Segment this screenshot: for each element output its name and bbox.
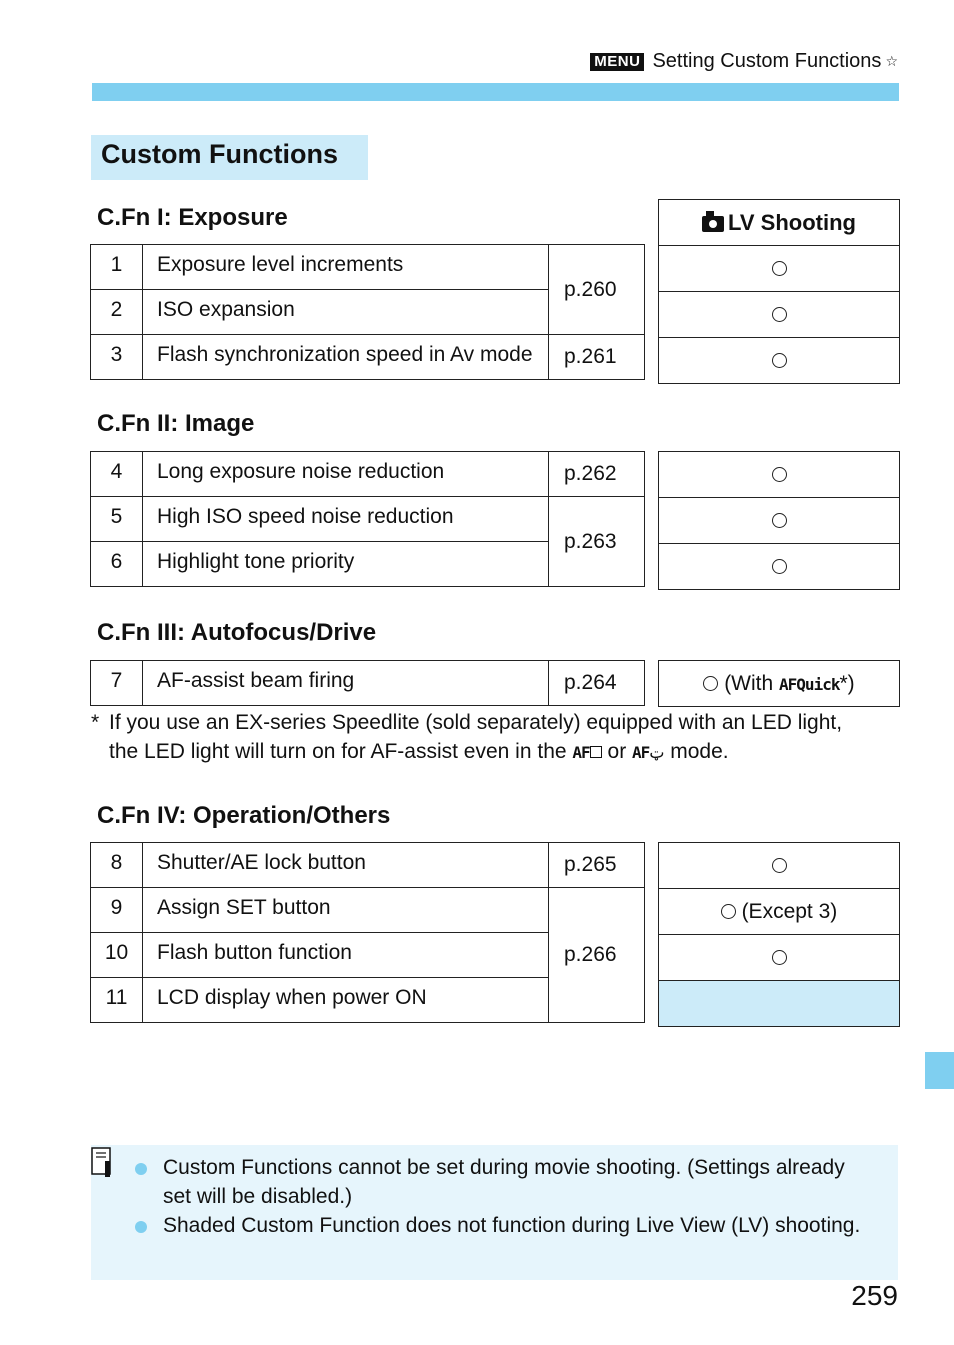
lv-table-operation [658,842,900,1027]
circle-icon [772,467,787,482]
af-face-icon: AF [632,743,650,762]
running-header [590,50,898,73]
group-title-image: C.Fn II: Image [97,410,255,437]
menu-icon: MENU [590,53,644,71]
circle-icon [772,559,787,574]
memo-icon [91,1147,115,1179]
table-row: 9 Assign SET button p.266 [91,888,645,933]
square-icon [590,746,602,758]
table-row: 6 Highlight tone priority [91,542,645,587]
circle-icon [772,950,787,965]
table-row: 10 Flash button function [91,933,645,978]
bullet-icon [135,1163,147,1175]
lv-cell [659,246,900,292]
lv-cell [659,498,900,544]
note-list [135,1153,875,1240]
table-row: 7 AF-assist beam firing p.264 [91,661,645,706]
af-quick-icon: AFQuick [779,674,840,694]
lv-table-image [658,451,900,590]
lv-cell-shaded [659,981,900,1027]
table-row: 2 ISO expansion [91,290,645,335]
table-row: 8 Shutter/AE lock button p.265 [91,843,645,888]
af-live-icon: AF [572,743,590,762]
circle-icon [772,858,787,873]
footnote: * If you use an EX-series Speedlite (sold separately) equipped with an LED light, the LED light will turn on for AF-assist even in the AF or AFټ mode. [91,711,843,763]
bullet-icon [135,1221,147,1233]
lv-cell [659,843,900,889]
group-title-exposure: C.Fn I: Exposure [97,204,288,231]
section-title: Custom Functions [91,135,368,180]
list-item: Custom Functions cannot be set during movie shooting. (Settings already set will be disabled.) [135,1153,875,1211]
lv-header: LV Shooting [659,200,900,246]
face-icon: ټ [649,745,665,762]
chapter-tab [925,1052,954,1089]
table-row: 4 Long exposure noise reduction p.262 [91,452,645,497]
circle-icon [772,261,787,276]
table-exposure [90,244,645,380]
table-row: 5 High ISO speed noise reduction p.263 [91,497,645,542]
lv-cell [659,935,900,981]
lv-cell [659,338,900,384]
star-icon: ☆ [885,53,898,69]
table-row: 11 LCD display when power ON [91,978,645,1023]
list-item: Shaded Custom Function does not function during Live View (LV) shooting. [135,1211,875,1240]
table-operation [90,842,645,1023]
lv-cell: (With AFQuick*) [659,661,900,707]
lv-cell [659,544,900,590]
table-row: 3 Flash synchronization speed in Av mode p.261 [91,335,645,380]
table-autofocus [90,660,645,706]
group-title-operation: C.Fn IV: Operation/Others [97,802,391,829]
lv-cell [659,452,900,498]
circle-icon [772,353,787,368]
lv-cell [659,292,900,338]
table-row: 1 Exposure level increments p.260 [91,245,645,290]
lv-cell: (Except 3) [659,889,900,935]
circle-icon [721,904,736,919]
note-box [91,1145,898,1280]
group-title-autofocus: C.Fn III: Autofocus/Drive [97,619,377,646]
circle-icon [772,513,787,528]
lv-table-autofocus [658,660,900,707]
header-bar [92,83,899,101]
circle-icon [703,676,718,691]
camera-icon [702,216,724,232]
circle-icon [772,307,787,322]
page-number: 259 [851,1280,898,1311]
table-image [90,451,645,587]
header-title: Setting Custom Functions [652,50,882,72]
lv-table-exposure [658,199,900,384]
